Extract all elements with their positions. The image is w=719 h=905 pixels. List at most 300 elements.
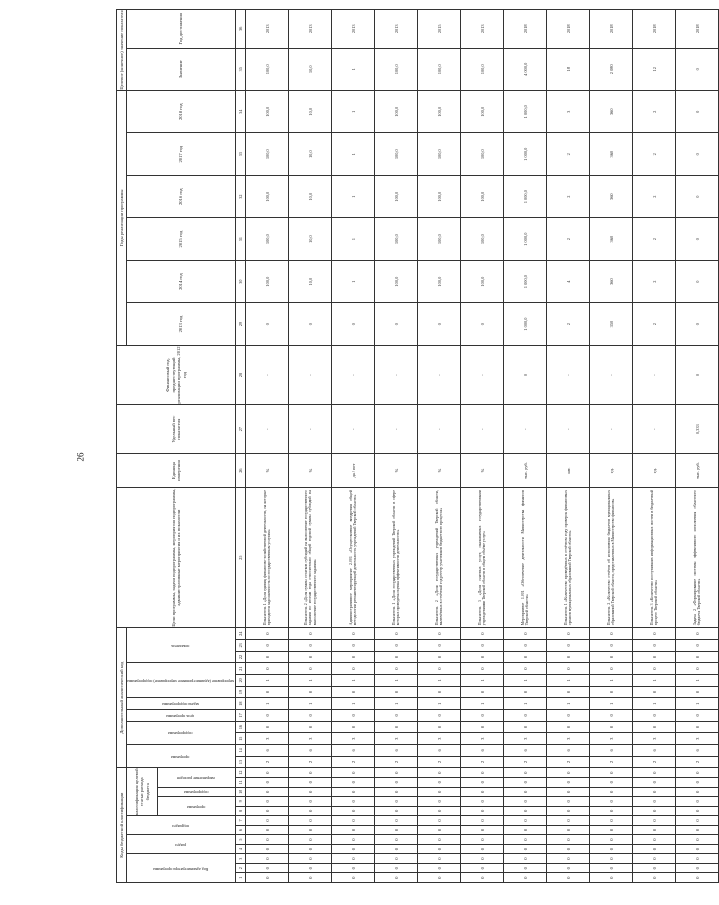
row-year-value: 0 (332, 303, 375, 345)
column-index-cell: 32 (236, 175, 246, 217)
row-share: 0,333 (676, 405, 719, 454)
header-target-group: Целевое (конечное) значение показателя (117, 10, 127, 91)
code-cell: 0 (590, 787, 633, 797)
code-cell: 0 (461, 721, 504, 733)
table-row (590, 10, 633, 883)
table-row (332, 10, 375, 883)
row-year-value: 2 (547, 133, 590, 175)
code-cell: 0 (547, 825, 590, 835)
code-cell: 6 (547, 745, 590, 757)
code-cell: 0 (547, 787, 590, 797)
code-cell: 0 (633, 651, 676, 663)
row-target-value: 100,0 (461, 48, 504, 90)
code-cell: 3 (289, 733, 332, 745)
row-year-value: 100,0 (246, 133, 289, 175)
row-year-value: 10,0 (289, 90, 332, 132)
header-year-6: 2018 год (127, 90, 236, 132)
row-year-value: 2 (633, 260, 676, 302)
code-cell: 0 (676, 710, 719, 722)
code-cell: 0 (289, 873, 332, 883)
header-indicator-ana: показатель (171, 643, 190, 649)
code-cell: 2 (633, 756, 676, 768)
code-cell: 0 (633, 816, 676, 826)
row-target-value: 100,0 (375, 48, 418, 90)
column-index-cell: 21 (236, 663, 246, 675)
row-year-value: 100,0 (461, 218, 504, 260)
code-cell: 3 (332, 733, 375, 745)
row-year-value: 1 (332, 218, 375, 260)
code-cell: 0 (461, 787, 504, 797)
code-cell: 0 (375, 768, 418, 778)
header-measure-ana: мероприятие (административное мероприятие) подпрограммы (127, 678, 234, 684)
code-cell: 0 (633, 777, 676, 787)
code-cell: 6 (461, 745, 504, 757)
code-cell: 1 (246, 674, 289, 686)
code-cell: 6 (676, 745, 719, 757)
code-cell: 0 (590, 639, 633, 651)
code-cell: 1 (547, 674, 590, 686)
column-index-cell: 33 (236, 133, 246, 175)
code-cell: 0 (289, 768, 332, 778)
code-cell: 0 (590, 816, 633, 826)
row-year-value: 0 (676, 133, 719, 175)
row-fin: 0 (504, 345, 547, 404)
code-cell: 0 (547, 768, 590, 778)
row-year-value: 2 (547, 303, 590, 345)
code-cell: 0 (633, 854, 676, 864)
code-cell: 3 (504, 733, 547, 745)
code-cell: 0 (375, 844, 418, 854)
row-year-value: 0 (676, 303, 719, 345)
code-cell: 0 (289, 797, 332, 807)
code-cell: 0 (547, 854, 590, 864)
column-index-cell: 26 (236, 454, 246, 488)
code-cell: 0 (375, 651, 418, 663)
row-year-value: 1 000,0 (504, 218, 547, 260)
column-index-cell: 25 (236, 488, 246, 628)
row-year-value: 100,0 (418, 133, 461, 175)
code-cell: 0 (676, 816, 719, 826)
row-year-value: 100,0 (375, 218, 418, 260)
header-year-5: 2017 год (127, 133, 236, 175)
code-cell: 0 (590, 873, 633, 883)
code-cell: 0 (418, 854, 461, 864)
code-cell: 0 (547, 686, 590, 698)
code-cell: 0 (504, 787, 547, 797)
code-cell: 0 (461, 816, 504, 826)
column-index-cell: 24 (236, 628, 246, 640)
code-cell: 0 (375, 825, 418, 835)
code-cell: 0 (246, 628, 289, 640)
row-year-value: 0 (246, 303, 289, 345)
row-year-value: 10,0 (289, 260, 332, 302)
code-cell: 0 (375, 710, 418, 722)
row-target-year: 2013 (332, 10, 375, 49)
header-section: раздел (174, 842, 187, 848)
row-target-year: 2018 (590, 10, 633, 49)
row-share: - (547, 405, 590, 454)
code-cell: 0 (461, 777, 504, 787)
code-cell: 1 (332, 674, 375, 686)
code-cell: 0 (289, 806, 332, 816)
code-cell: 0 (547, 844, 590, 854)
code-cell: 0 (633, 710, 676, 722)
code-cell: 0 (547, 777, 590, 787)
code-cell: 0 (633, 686, 676, 698)
code-cell: 0 (246, 710, 289, 722)
code-cell: 0 (289, 639, 332, 651)
row-fin: - (375, 345, 418, 404)
code-cell: 0 (246, 797, 289, 807)
code-cell: 0 (504, 873, 547, 883)
code-cell: 0 (547, 663, 590, 675)
column-index-cell: 20 (236, 674, 246, 686)
code-cell: 0 (246, 825, 289, 835)
code-cell: 0 (289, 835, 332, 845)
column-index-cell: 6 (236, 825, 246, 835)
code-cell: 0 (676, 686, 719, 698)
code-cell: 0 (590, 768, 633, 778)
code-cell: 0 (504, 721, 547, 733)
row-name: Показатель 2 «Доля суммы остатков субсидий на выполнение государственного задания по итогам года относительно общей годовой суммы субсидий на выполнение государственного задания» (289, 488, 332, 628)
code-cell: 0 (633, 806, 676, 816)
code-cell: 1 (461, 698, 504, 710)
code-cell: 0 (332, 787, 375, 797)
row-target-value: 1 (332, 48, 375, 90)
code-cell: 0 (676, 777, 719, 787)
header-prog-ana: программа (171, 754, 190, 760)
code-cell: 0 (375, 797, 418, 807)
row-year-value: 2 (633, 133, 676, 175)
row-unit: тыс. руб. (504, 454, 547, 488)
row-year-value: 0 (676, 90, 719, 132)
code-cell: 0 (246, 639, 289, 651)
row-year-value: 0 (418, 303, 461, 345)
row-target-year: 2018 (547, 10, 590, 49)
code-cell: 0 (375, 686, 418, 698)
code-cell: 0 (332, 768, 375, 778)
code-cell: 0 (461, 710, 504, 722)
row-year-value: 100,0 (246, 260, 289, 302)
code-cell: 2 (461, 756, 504, 768)
row-target-year: 2015 (418, 10, 461, 49)
row-year-value: 0 (676, 175, 719, 217)
row-year-value: 1 000,0 (504, 175, 547, 217)
code-cell: 2 (289, 756, 332, 768)
table-row (547, 10, 590, 883)
code-cell: 0 (461, 825, 504, 835)
code-cell: 0 (590, 797, 633, 807)
code-cell: 0 (590, 825, 633, 835)
code-cell: 6 (332, 745, 375, 757)
code-cell: 0 (547, 797, 590, 807)
code-cell: 0 (332, 628, 375, 640)
row-share: - (461, 405, 504, 454)
column-index-cell: 9 (236, 797, 246, 807)
table-row (418, 10, 461, 883)
code-cell: 0 (418, 721, 461, 733)
header-task-ana: задача подпрограммы (161, 702, 200, 708)
row-target-value: 18 (547, 48, 590, 90)
code-cell: 0 (461, 863, 504, 873)
code-cell: 0 (504, 825, 547, 835)
row-share: - (246, 405, 289, 454)
column-index-cell: 36 (236, 10, 246, 49)
row-target-year: 2018 (504, 10, 547, 49)
code-cell: 2 (590, 756, 633, 768)
column-index-cell: 34 (236, 90, 246, 132)
code-cell: 0 (590, 844, 633, 854)
code-cell: 0 (590, 651, 633, 663)
row-share: - (590, 405, 633, 454)
row-year-value: 360 (590, 218, 633, 260)
code-cell: 0 (547, 816, 590, 826)
code-cell: 0 (676, 873, 719, 883)
code-cell: 0 (289, 710, 332, 722)
code-cell: 0 (590, 854, 633, 864)
column-index-cell: 11 (236, 777, 246, 787)
code-cell: 0 (246, 806, 289, 816)
row-year-value: 1 (332, 175, 375, 217)
row-unit: да / нет (332, 454, 375, 488)
code-cell: 0 (676, 797, 719, 807)
header-year-reach: Год достижения (127, 10, 236, 49)
code-cell: 2 (332, 756, 375, 768)
header-name: Цели программы, задачи подпрограммы, мероприятия подпрограммы, административные мероприятия и их показатели (117, 488, 236, 628)
code-cell: 0 (676, 844, 719, 854)
column-index-cell: 2 (236, 863, 246, 873)
code-cell: 0 (676, 835, 719, 845)
code-cell: 3 (590, 733, 633, 745)
row-target-value: 2 080 (590, 48, 633, 90)
code-cell: 0 (332, 844, 375, 854)
code-cell: 0 (504, 639, 547, 651)
row-fin: - (246, 345, 289, 404)
column-index-row (236, 10, 246, 883)
code-cell: 0 (547, 873, 590, 883)
code-cell: 0 (332, 854, 375, 864)
code-cell: 0 (418, 873, 461, 883)
code-cell: 0 (676, 787, 719, 797)
code-cell: 6 (418, 745, 461, 757)
column-index-cell: 1 (236, 873, 246, 883)
header-value: Значение (127, 48, 236, 90)
header-program: программа (186, 804, 206, 810)
code-cell: 0 (504, 768, 547, 778)
row-name: Показатель 1 «Количество проведённых в отчётном году проверок финансовых органов муниципальных образований Тверской области» (547, 488, 590, 628)
code-cell: 0 (547, 835, 590, 845)
code-cell: 0 (547, 651, 590, 663)
row-target-value: 100,0 (418, 48, 461, 90)
row-year-value: 360 (590, 90, 633, 132)
header-additional: Дополнительный аналитический код (117, 628, 127, 768)
header-codes: Коды бюджетной классификации (117, 768, 127, 883)
code-cell: 3 (547, 733, 590, 745)
code-cell: 0 (676, 863, 719, 873)
row-year-value: 1 (332, 133, 375, 175)
row-year-value: 1 000,0 (504, 260, 547, 302)
code-cell: 0 (461, 768, 504, 778)
column-index-cell: 28 (236, 345, 246, 404)
code-cell: 0 (590, 628, 633, 640)
code-cell: 0 (461, 639, 504, 651)
code-cell: 2 (375, 756, 418, 768)
code-cell: 0 (590, 806, 633, 816)
row-year-value: 350 (590, 303, 633, 345)
row-year-value: 10,0 (289, 218, 332, 260)
code-cell: 0 (633, 787, 676, 797)
code-cell: 0 (418, 639, 461, 651)
code-cell: 2 (547, 756, 590, 768)
row-year-value: 2 (547, 175, 590, 217)
row-year-value: 100,0 (418, 175, 461, 217)
table-row (676, 10, 719, 883)
row-year-value: 100,0 (418, 90, 461, 132)
code-cell: 1 (504, 674, 547, 686)
column-index-cell: 35 (236, 48, 246, 90)
row-year-value: 100,0 (461, 90, 504, 132)
code-cell: 0 (590, 863, 633, 873)
row-year-value: 100,0 (246, 218, 289, 260)
code-cell: 0 (246, 816, 289, 826)
table-body (246, 10, 719, 883)
column-index-cell: 10 (236, 787, 246, 797)
code-cell: 1 (547, 698, 590, 710)
row-fin: - (590, 345, 633, 404)
header-subsection: подраздел (171, 823, 190, 829)
code-cell: 3 (461, 733, 504, 745)
table-row (461, 10, 504, 883)
code-cell: 0 (246, 787, 289, 797)
code-cell: 2 (418, 756, 461, 768)
header-subprogram: подпрограмма (183, 790, 209, 796)
row-year-value: 10,0 (289, 133, 332, 175)
code-cell: 3 (676, 733, 719, 745)
code-cell: 0 (504, 863, 547, 873)
column-index-cell: 5 (236, 835, 246, 845)
code-cell: 0 (676, 651, 719, 663)
code-cell: 0 (375, 639, 418, 651)
row-fin: - (633, 345, 676, 404)
code-cell: 0 (246, 768, 289, 778)
header-admin: Код администратора программы (152, 866, 209, 872)
code-cell: 1 (418, 674, 461, 686)
code-cell: 3 (375, 733, 418, 745)
row-target-year: 2013 (246, 10, 289, 49)
row-name: Показатель 2 «Количество отчётов об исполнении бюджетов муниципальных образований Тверской области, представленных в Министерство финансов» (590, 488, 633, 628)
code-cell: 0 (375, 777, 418, 787)
code-cell: 1 (375, 674, 418, 686)
row-share: - (633, 405, 676, 454)
code-cell: 0 (461, 835, 504, 845)
code-cell: 0 (418, 686, 461, 698)
code-cell: 0 (418, 651, 461, 663)
row-fin: - (418, 345, 461, 404)
code-cell: 0 (461, 806, 504, 816)
code-cell: 0 (375, 787, 418, 797)
code-cell: 0 (504, 797, 547, 807)
row-year-value: 2 (633, 90, 676, 132)
code-cell: 0 (676, 854, 719, 864)
code-cell: 1 (332, 698, 375, 710)
column-index-cell: 12 (236, 768, 246, 778)
column-index-cell: 8 (236, 806, 246, 816)
row-year-value: 100,0 (246, 175, 289, 217)
code-cell: 0 (418, 628, 461, 640)
code-cell: 0 (590, 710, 633, 722)
code-cell: 0 (418, 797, 461, 807)
code-cell: 0 (633, 628, 676, 640)
row-year-value: 0 (375, 303, 418, 345)
row-year-value: 10,0 (289, 175, 332, 217)
code-cell: 1 (633, 698, 676, 710)
code-cell: 0 (332, 825, 375, 835)
row-year-value: 360 (590, 133, 633, 175)
code-cell: 0 (289, 777, 332, 787)
row-year-value: 3 (547, 90, 590, 132)
code-cell: 0 (590, 663, 633, 675)
code-cell: 0 (504, 663, 547, 675)
row-fin: - (461, 345, 504, 404)
row-year-value: 100,0 (418, 218, 461, 260)
program-table (116, 9, 719, 883)
code-cell: 1 (246, 698, 289, 710)
code-cell: 0 (332, 663, 375, 675)
row-share: - (375, 405, 418, 454)
column-index-cell: 15 (236, 733, 246, 745)
code-cell: 3 (633, 733, 676, 745)
header-year-2: 2014 год (127, 260, 236, 302)
code-cell: 0 (547, 806, 590, 816)
code-cell: 0 (547, 863, 590, 873)
code-cell: 0 (418, 863, 461, 873)
code-cell: 0 (461, 797, 504, 807)
code-cell: 1 (633, 674, 676, 686)
code-cell: 0 (590, 835, 633, 845)
row-year-value: 2 (633, 303, 676, 345)
code-cell: 0 (246, 854, 289, 864)
row-name: Показатель 2 «Доля государственных учреждений Тверской области, включённых в отчётный год реестр участников бюджетного процесса» (418, 488, 461, 628)
column-index-cell: 16 (236, 721, 246, 733)
code-cell: 0 (418, 835, 461, 845)
row-share: - (332, 405, 375, 454)
row-year-value: 100,0 (418, 260, 461, 302)
code-cell: 0 (504, 844, 547, 854)
header-target-class: классификация целевой статьи расхода бюджета (127, 768, 158, 816)
row-target-year: 2013 (461, 10, 504, 49)
code-cell: 0 (418, 825, 461, 835)
row-fin: - (332, 345, 375, 404)
column-index-cell: 3 (236, 854, 246, 864)
code-cell: 0 (504, 806, 547, 816)
code-cell: 0 (504, 628, 547, 640)
code-cell: 1 (504, 698, 547, 710)
column-index-cell: 18 (236, 698, 246, 710)
row-unit: ед. (590, 454, 633, 488)
code-cell: 0 (590, 777, 633, 787)
row-fin: - (547, 345, 590, 404)
code-cell: 0 (289, 863, 332, 873)
code-cell: 2 (504, 756, 547, 768)
header-year-1: 2013 год (127, 303, 236, 345)
code-cell: 0 (633, 844, 676, 854)
code-cell: 0 (289, 816, 332, 826)
row-target-value: 12 (633, 48, 676, 90)
row-target-value: 4 000,0 (504, 48, 547, 90)
code-cell: 0 (375, 835, 418, 845)
row-target-year: 2013 (375, 10, 418, 49)
row-target-value: 10,0 (289, 48, 332, 90)
